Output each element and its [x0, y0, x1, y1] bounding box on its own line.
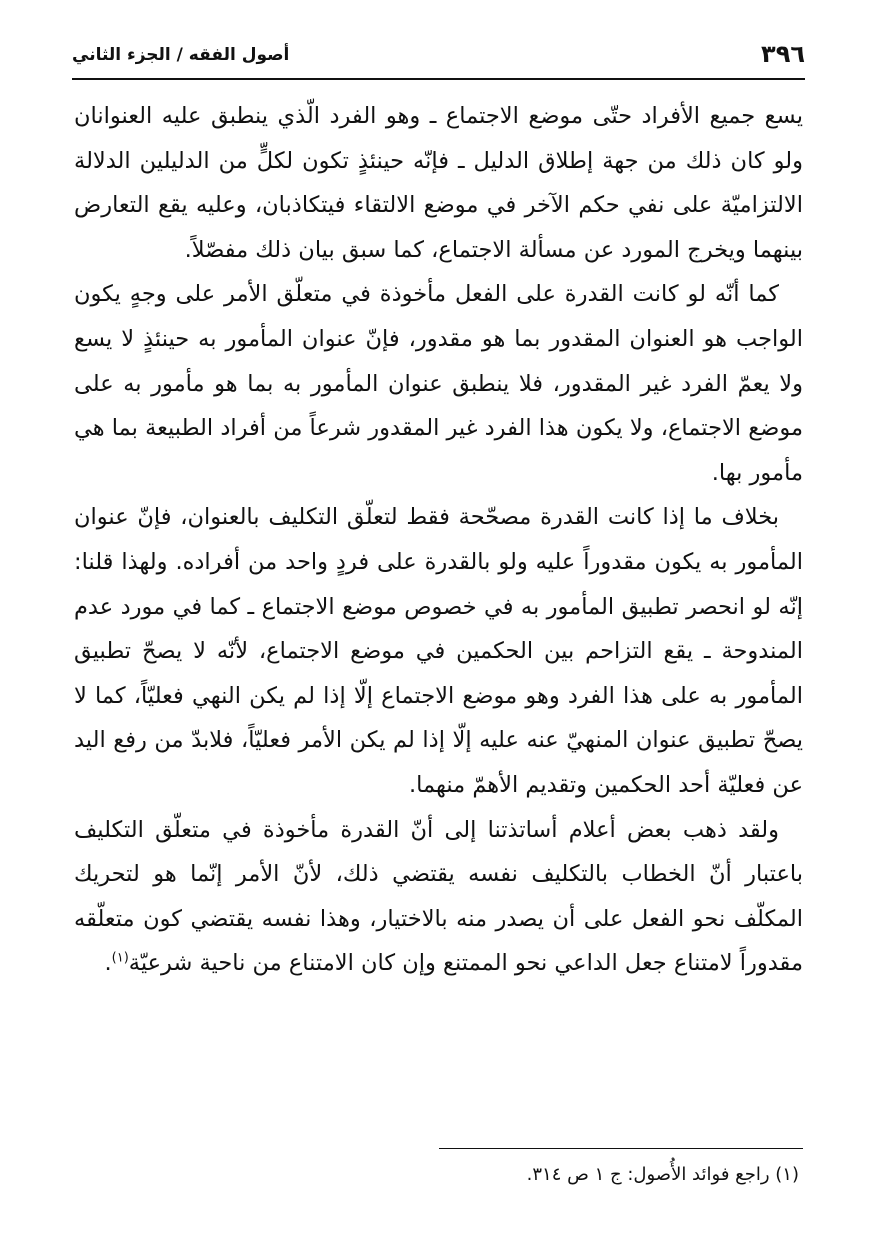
paragraph-3: [74, 495, 803, 807]
header-divider: [72, 78, 805, 80]
paragraph-2: [74, 272, 803, 495]
paragraph-4-text: ولقد ذهب بعض أعلام أساتذتنا إلى أنّ القدرة مأخوذة في متعلّق التكليف باعتبار أنّ الخطاب بالتكليف نفسه يقتضي ذلك، لأنّ الأمر إنّما هو لتحريك المكلّف نحو الفعل على أن يصدر منه بالاختيار، وهذا نفسه يقتضي كون متعلّقه مقدوراً لامتناع جعل الداعي نحو الممتنع وإن كان الامتناع من ناحية شرعيّة: [74, 816, 803, 977]
paragraph-4: [74, 808, 803, 986]
footnote-divider: [439, 1148, 803, 1149]
footnote-reference[interactable]: (١): [111, 950, 129, 966]
page-header: [72, 36, 805, 76]
body-text: [74, 94, 803, 986]
page-number: ٣٩٦: [761, 40, 805, 68]
paragraph-1: [74, 94, 803, 272]
paragraph-4-tail: .: [104, 950, 112, 977]
paragraph-3-text: بخلاف ما إذا كانت القدرة مصحّحة فقط لتعلّق التكليف بالعنوان، فإنّ عنوان المأمور به يكون مقدوراً عليه ولو بالقدرة على فردٍ واحد من أفراده. ولهذا قلنا: إنّه لو انحصر تطبيق المأمور به في خصوص موضع الاجتماع ـ كما في مورد عدم المندوحة ـ يقع التزاحم بين الحكمين في موضع الاجتماع، لأنّه لا يصحّ تطبيق المأمور به على هذا الفرد وهو موضع الاجتماع إلّا إذا لم يكن النهي فعليّاً، كما لا يصحّ تطبيق عنوان المنهيّ عنه عليه إلّا إذا لم يكن الأمر فعليّاً، فلابدّ من رفع اليد عن فعليّة أحد الحكمين وتقديم الأهمّ منهما.: [74, 504, 803, 798]
footnote: (١) راجع فوائد الأُصول: ج ١ ص ٣١٤.: [526, 1164, 799, 1185]
running-title: أصول الفقه / الجزء الثاني: [72, 45, 290, 65]
paragraph-2-text: كما أنّه لو كانت القدرة على الفعل مأخوذة في متعلّق الأمر على وجهٍ يكون الواجب هو العنوان المقدور بما هو مقدور، فإنّ عنوان المأمور به حينئذٍ لا يسع ولا يعمّ الفرد غير المقدور، فلا ينطبق عنوان المأمور به بما هو مأمور به على موضع الاجتماع، ولا يكون هذا الفرد غير المقدور شرعاً من أفراد الطبيعة بما هي مأمور بها.: [74, 281, 803, 486]
paragraph-1-text: يسع جميع الأفراد حتّى موضع الاجتماع ـ وهو الفرد الّذي ينطبق عليه العنوانان ولو كان ذلك من جهة إطلاق الدليل ـ فإنّه حينئذٍ تكون لكلٍّ من الدليلين الدلالة الالتزاميّة على نفي حكم الآخر في موضع الالتقاء فيتكاذبان، وعليه يقع التعارض بينهما ويخرج المورد عن مسألة الاجتماع، كما سبق بيان ذلك مفصّلاً.: [74, 103, 803, 263]
